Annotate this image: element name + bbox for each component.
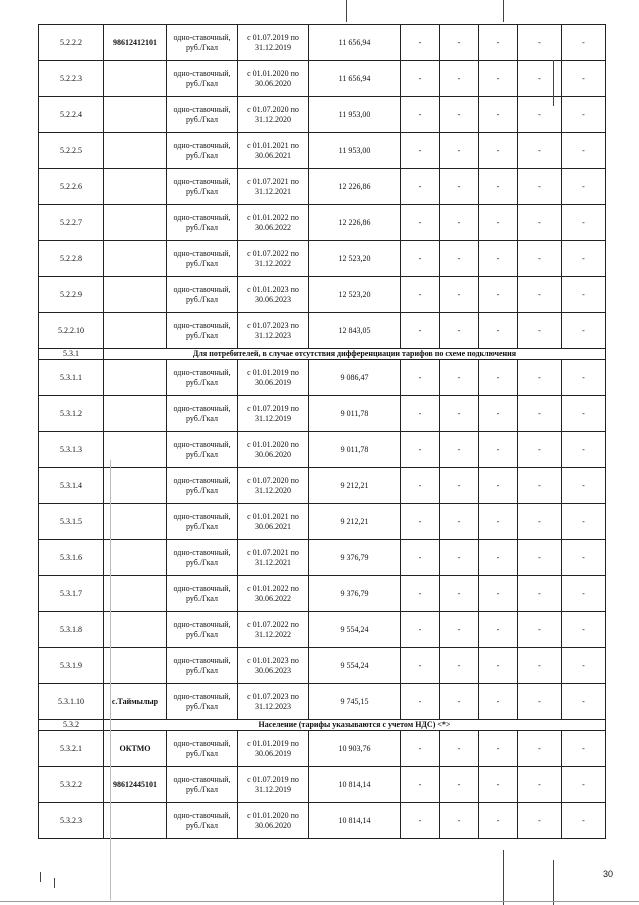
row-number: 5.3.1.3 xyxy=(39,432,104,468)
tariff-value: 12 843,05 xyxy=(309,313,401,349)
empty-value-dash: - xyxy=(479,803,518,839)
tariff-value: 11 953,00 xyxy=(309,97,401,133)
empty-value-dash: - xyxy=(401,61,440,97)
tariff-value: 9 376,79 xyxy=(309,576,401,612)
empty-value-dash: - xyxy=(562,277,606,313)
empty-value-dash: - xyxy=(479,504,518,540)
empty-value-dash: - xyxy=(440,396,479,432)
row-number: 5.2.2.7 xyxy=(39,205,104,241)
section-title: Население (тарифы указываются с учетом НДС) <*> xyxy=(104,720,606,731)
section-number: 5.3.1 xyxy=(39,349,104,360)
empty-value-dash: - xyxy=(518,803,562,839)
period: с 01.01.2023 по 30.06.2023 xyxy=(238,648,309,684)
row-number: 5.2.2.10 xyxy=(39,313,104,349)
scan-artifact-line xyxy=(503,850,504,905)
empty-value-dash: - xyxy=(401,97,440,133)
empty-value-dash: - xyxy=(401,205,440,241)
empty-value-dash: - xyxy=(479,731,518,767)
rate-type: одно-ставочный, руб./Гкал xyxy=(167,432,238,468)
rate-type: одно-ставочный, руб./Гкал xyxy=(167,241,238,277)
tariff-value: 9 011,78 xyxy=(309,396,401,432)
empty-value-dash: - xyxy=(518,648,562,684)
table-row xyxy=(39,396,606,432)
rate-type: одно-ставочный, руб./Гкал xyxy=(167,803,238,839)
empty-value-dash: - xyxy=(518,25,562,61)
empty-value-dash: - xyxy=(401,432,440,468)
municipal-code xyxy=(104,504,167,540)
scan-artifact-line xyxy=(110,460,111,900)
rate-type: одно-ставочный, руб./Гкал xyxy=(167,612,238,648)
tariff-value: 10 814,14 xyxy=(309,767,401,803)
row-number: 5.3.1.4 xyxy=(39,468,104,504)
municipal-code xyxy=(104,540,167,576)
tariff-value: 9 745,15 xyxy=(309,684,401,720)
empty-value-dash: - xyxy=(401,360,440,396)
empty-value-dash: - xyxy=(440,313,479,349)
empty-value-dash: - xyxy=(562,576,606,612)
empty-value-dash: - xyxy=(562,25,606,61)
empty-value-dash: - xyxy=(518,133,562,169)
table-row xyxy=(39,540,606,576)
table-row xyxy=(39,648,606,684)
scan-artifact-line xyxy=(553,860,554,905)
rows-group-5-2-2 xyxy=(39,25,606,349)
empty-value-dash: - xyxy=(518,540,562,576)
municipal-code xyxy=(104,576,167,612)
table-row xyxy=(39,360,606,396)
period: с 01.07.2023 по 31.12.2023 xyxy=(238,684,309,720)
empty-value-dash: - xyxy=(440,576,479,612)
empty-value-dash: - xyxy=(440,277,479,313)
row-number: 5.3.2.3 xyxy=(39,803,104,839)
empty-value-dash: - xyxy=(479,277,518,313)
empty-value-dash: - xyxy=(401,731,440,767)
empty-value-dash: - xyxy=(479,767,518,803)
rate-type: одно-ставочный, руб./Гкал xyxy=(167,576,238,612)
municipal-code: ОКТМО xyxy=(104,731,167,767)
table-row xyxy=(39,205,606,241)
table-row xyxy=(39,432,606,468)
row-number: 5.3.1.7 xyxy=(39,576,104,612)
empty-value-dash: - xyxy=(518,767,562,803)
row-number: 5.2.2.6 xyxy=(39,169,104,205)
empty-value-dash: - xyxy=(518,504,562,540)
empty-value-dash: - xyxy=(479,684,518,720)
tariff-value: 12 226,86 xyxy=(309,205,401,241)
period: с 01.01.2022 по 30.06.2022 xyxy=(238,576,309,612)
empty-value-dash: - xyxy=(479,576,518,612)
table-row xyxy=(39,612,606,648)
period: с 01.07.2020 по 31.12.2020 xyxy=(238,468,309,504)
scan-artifact-line xyxy=(0,901,639,902)
tariff-value: 9 554,24 xyxy=(309,612,401,648)
row-number: 5.3.1.1 xyxy=(39,360,104,396)
empty-value-dash: - xyxy=(440,133,479,169)
empty-value-dash: - xyxy=(562,61,606,97)
empty-value-dash: - xyxy=(518,576,562,612)
empty-value-dash: - xyxy=(401,648,440,684)
empty-value-dash: - xyxy=(401,241,440,277)
section-title: Для потребителей, в случае отсутствия дифференциации тарифов по схеме подключения xyxy=(104,349,606,360)
table-row xyxy=(39,468,606,504)
empty-value-dash: - xyxy=(401,803,440,839)
municipal-code xyxy=(104,313,167,349)
empty-value-dash: - xyxy=(401,277,440,313)
empty-value-dash: - xyxy=(401,133,440,169)
municipal-code xyxy=(104,648,167,684)
tariff-value: 9 212,21 xyxy=(309,504,401,540)
empty-value-dash: - xyxy=(562,767,606,803)
empty-value-dash: - xyxy=(479,25,518,61)
empty-value-dash: - xyxy=(562,133,606,169)
tariff-value: 10 814,14 xyxy=(309,803,401,839)
rate-type: одно-ставочный, руб./Гкал xyxy=(167,313,238,349)
empty-value-dash: - xyxy=(518,684,562,720)
tariff-value: 11 656,94 xyxy=(309,25,401,61)
empty-value-dash: - xyxy=(518,277,562,313)
empty-value-dash: - xyxy=(440,504,479,540)
section-5-3-2 xyxy=(39,720,606,731)
rate-type: одно-ставочный, руб./Гкал xyxy=(167,731,238,767)
empty-value-dash: - xyxy=(401,540,440,576)
empty-value-dash: - xyxy=(401,468,440,504)
rate-type: одно-ставочный, руб./Гкал xyxy=(167,540,238,576)
table-row xyxy=(39,767,606,803)
empty-value-dash: - xyxy=(518,612,562,648)
municipal-code xyxy=(104,61,167,97)
table-row xyxy=(39,241,606,277)
empty-value-dash: - xyxy=(562,504,606,540)
table-row xyxy=(39,97,606,133)
row-number: 5.2.2.9 xyxy=(39,277,104,313)
period: с 01.07.2023 по 31.12.2023 xyxy=(238,313,309,349)
scan-artifact-line xyxy=(346,0,347,22)
municipal-code xyxy=(104,97,167,133)
municipal-code xyxy=(104,205,167,241)
empty-value-dash: - xyxy=(479,432,518,468)
empty-value-dash: - xyxy=(479,61,518,97)
tariff-value: 12 523,20 xyxy=(309,277,401,313)
tariff-value: 9 212,21 xyxy=(309,468,401,504)
table-row xyxy=(39,313,606,349)
tariff-value: 9 086,47 xyxy=(309,360,401,396)
row-number: 5.3.2.1 xyxy=(39,731,104,767)
empty-value-dash: - xyxy=(562,241,606,277)
empty-value-dash: - xyxy=(440,205,479,241)
rate-type: одно-ставочный, руб./Гкал xyxy=(167,468,238,504)
row-number: 5.2.2.8 xyxy=(39,241,104,277)
empty-value-dash: - xyxy=(401,313,440,349)
period: с 01.01.2020 по 30.06.2020 xyxy=(238,61,309,97)
empty-value-dash: - xyxy=(479,97,518,133)
municipal-code: с.Таймылыр xyxy=(104,684,167,720)
rows-group-5-3-1 xyxy=(39,360,606,720)
period: с 01.01.2021 по 30.06.2021 xyxy=(238,133,309,169)
scan-artifact-line xyxy=(553,60,554,106)
empty-value-dash: - xyxy=(401,25,440,61)
scan-artifact-line xyxy=(503,0,504,22)
table-row xyxy=(39,576,606,612)
empty-value-dash: - xyxy=(518,396,562,432)
empty-value-dash: - xyxy=(562,432,606,468)
period: с 01.07.2019 по 31.12.2019 xyxy=(238,396,309,432)
municipal-code xyxy=(104,468,167,504)
empty-value-dash: - xyxy=(479,468,518,504)
empty-value-dash: - xyxy=(562,360,606,396)
empty-value-dash: - xyxy=(562,731,606,767)
row-number: 5.3.1.5 xyxy=(39,504,104,540)
tariff-value: 9 554,24 xyxy=(309,648,401,684)
period: с 01.07.2022 по 31.12.2022 xyxy=(238,241,309,277)
empty-value-dash: - xyxy=(401,396,440,432)
empty-value-dash: - xyxy=(440,612,479,648)
table-row xyxy=(39,803,606,839)
table-row xyxy=(39,731,606,767)
empty-value-dash: - xyxy=(562,803,606,839)
period: с 01.07.2021 по 31.12.2021 xyxy=(238,540,309,576)
rate-type: одно-ставочный, руб./Гкал xyxy=(167,684,238,720)
period: с 01.01.2022 по 30.06.2022 xyxy=(238,205,309,241)
empty-value-dash: - xyxy=(440,241,479,277)
empty-value-dash: - xyxy=(479,396,518,432)
row-number: 5.2.2.5 xyxy=(39,133,104,169)
empty-value-dash: - xyxy=(440,731,479,767)
empty-value-dash: - xyxy=(518,97,562,133)
empty-value-dash: - xyxy=(401,169,440,205)
row-number: 5.3.1.10 xyxy=(39,684,104,720)
empty-value-dash: - xyxy=(479,133,518,169)
period: с 01.07.2019 по 31.12.2019 xyxy=(238,25,309,61)
empty-value-dash: - xyxy=(518,360,562,396)
empty-value-dash: - xyxy=(479,612,518,648)
table-row xyxy=(39,169,606,205)
municipal-code xyxy=(104,169,167,205)
period: с 01.01.2019 по 30.06.2019 xyxy=(238,731,309,767)
empty-value-dash: - xyxy=(440,803,479,839)
empty-value-dash: - xyxy=(440,360,479,396)
empty-value-dash: - xyxy=(518,61,562,97)
row-number: 5.3.2.2 xyxy=(39,767,104,803)
period: с 01.07.2019 по 31.12.2019 xyxy=(238,767,309,803)
empty-value-dash: - xyxy=(440,97,479,133)
tariff-value: 10 903,76 xyxy=(309,731,401,767)
rate-type: одно-ставочный, руб./Гкал xyxy=(167,133,238,169)
empty-value-dash: - xyxy=(479,648,518,684)
empty-value-dash: - xyxy=(562,97,606,133)
municipal-code: 98612412101 xyxy=(104,25,167,61)
tariff-value: 9 376,79 xyxy=(309,540,401,576)
municipal-code xyxy=(104,360,167,396)
empty-value-dash: - xyxy=(440,432,479,468)
section-number: 5.3.2 xyxy=(39,720,104,731)
municipal-code xyxy=(104,133,167,169)
municipal-code: 98612445101 xyxy=(104,767,167,803)
empty-value-dash: - xyxy=(562,169,606,205)
empty-value-dash: - xyxy=(518,313,562,349)
table-row xyxy=(39,684,606,720)
empty-value-dash: - xyxy=(440,468,479,504)
period: с 01.07.2021 по 31.12.2021 xyxy=(238,169,309,205)
empty-value-dash: - xyxy=(401,767,440,803)
row-number: 5.3.1.8 xyxy=(39,612,104,648)
rate-type: одно-ставочный, руб./Гкал xyxy=(167,97,238,133)
rate-type: одно-ставочный, руб./Гкал xyxy=(167,277,238,313)
tariff-value: 11 953,00 xyxy=(309,133,401,169)
empty-value-dash: - xyxy=(562,684,606,720)
rows-group-5-3-2 xyxy=(39,731,606,839)
empty-value-dash: - xyxy=(440,25,479,61)
empty-value-dash: - xyxy=(479,205,518,241)
empty-value-dash: - xyxy=(562,205,606,241)
municipal-code xyxy=(104,612,167,648)
empty-value-dash: - xyxy=(401,576,440,612)
rate-type: одно-ставочный, руб./Гкал xyxy=(167,205,238,241)
empty-value-dash: - xyxy=(518,432,562,468)
empty-value-dash: - xyxy=(479,169,518,205)
empty-value-dash: - xyxy=(401,612,440,648)
period: с 01.07.2020 по 31.12.2020 xyxy=(238,97,309,133)
scan-artifact-line xyxy=(54,878,55,888)
empty-value-dash: - xyxy=(440,767,479,803)
page-number: 30 xyxy=(603,869,614,879)
empty-value-dash: - xyxy=(440,684,479,720)
empty-value-dash: - xyxy=(518,468,562,504)
section-5-3-1 xyxy=(39,349,606,360)
empty-value-dash: - xyxy=(401,684,440,720)
empty-value-dash: - xyxy=(562,468,606,504)
empty-value-dash: - xyxy=(518,205,562,241)
empty-value-dash: - xyxy=(562,648,606,684)
row-number: 5.2.2.4 xyxy=(39,97,104,133)
empty-value-dash: - xyxy=(440,648,479,684)
empty-value-dash: - xyxy=(440,169,479,205)
period: с 01.07.2022 по 31.12.2022 xyxy=(238,612,309,648)
table-row xyxy=(39,133,606,169)
table-row xyxy=(39,61,606,97)
scan-artifact-line xyxy=(40,872,41,882)
empty-value-dash: - xyxy=(401,504,440,540)
empty-value-dash: - xyxy=(518,241,562,277)
rate-type: одно-ставочный, руб./Гкал xyxy=(167,25,238,61)
rate-type: одно-ставочный, руб./Гкал xyxy=(167,169,238,205)
period: с 01.01.2019 по 30.06.2019 xyxy=(238,360,309,396)
rate-type: одно-ставочный, руб./Гкал xyxy=(167,504,238,540)
municipal-code xyxy=(104,241,167,277)
empty-value-dash: - xyxy=(479,360,518,396)
table-row xyxy=(39,277,606,313)
empty-value-dash: - xyxy=(440,540,479,576)
empty-value-dash: - xyxy=(479,313,518,349)
municipal-code xyxy=(104,396,167,432)
row-number: 5.3.1.9 xyxy=(39,648,104,684)
municipal-code xyxy=(104,277,167,313)
empty-value-dash: - xyxy=(562,612,606,648)
tariff-value: 9 011,78 xyxy=(309,432,401,468)
empty-value-dash: - xyxy=(479,540,518,576)
tariff-value: 11 656,94 xyxy=(309,61,401,97)
empty-value-dash: - xyxy=(518,731,562,767)
row-number: 5.3.1.2 xyxy=(39,396,104,432)
empty-value-dash: - xyxy=(562,396,606,432)
period: с 01.01.2020 по 30.06.2020 xyxy=(238,803,309,839)
rate-type: одно-ставочный, руб./Гкал xyxy=(167,360,238,396)
municipal-code xyxy=(104,432,167,468)
empty-value-dash: - xyxy=(479,241,518,277)
rate-type: одно-ставочный, руб./Гкал xyxy=(167,648,238,684)
table-row xyxy=(39,25,606,61)
rate-type: одно-ставочный, руб./Гкал xyxy=(167,396,238,432)
tariff-value: 12 226,86 xyxy=(309,169,401,205)
empty-value-dash: - xyxy=(440,61,479,97)
rate-type: одно-ставочный, руб./Гкал xyxy=(167,767,238,803)
row-number: 5.2.2.2 xyxy=(39,25,104,61)
table-row xyxy=(39,504,606,540)
tariff-table xyxy=(38,24,606,839)
row-number: 5.2.2.3 xyxy=(39,61,104,97)
rate-type: одно-ставочный, руб./Гкал xyxy=(167,61,238,97)
period: с 01.01.2021 по 30.06.2021 xyxy=(238,504,309,540)
empty-value-dash: - xyxy=(562,540,606,576)
empty-value-dash: - xyxy=(562,313,606,349)
period: с 01.01.2020 по 30.06.2020 xyxy=(238,432,309,468)
municipal-code xyxy=(104,803,167,839)
period: с 01.01.2023 по 30.06.2023 xyxy=(238,277,309,313)
tariff-value: 12 523,20 xyxy=(309,241,401,277)
row-number: 5.3.1.6 xyxy=(39,540,104,576)
empty-value-dash: - xyxy=(518,169,562,205)
